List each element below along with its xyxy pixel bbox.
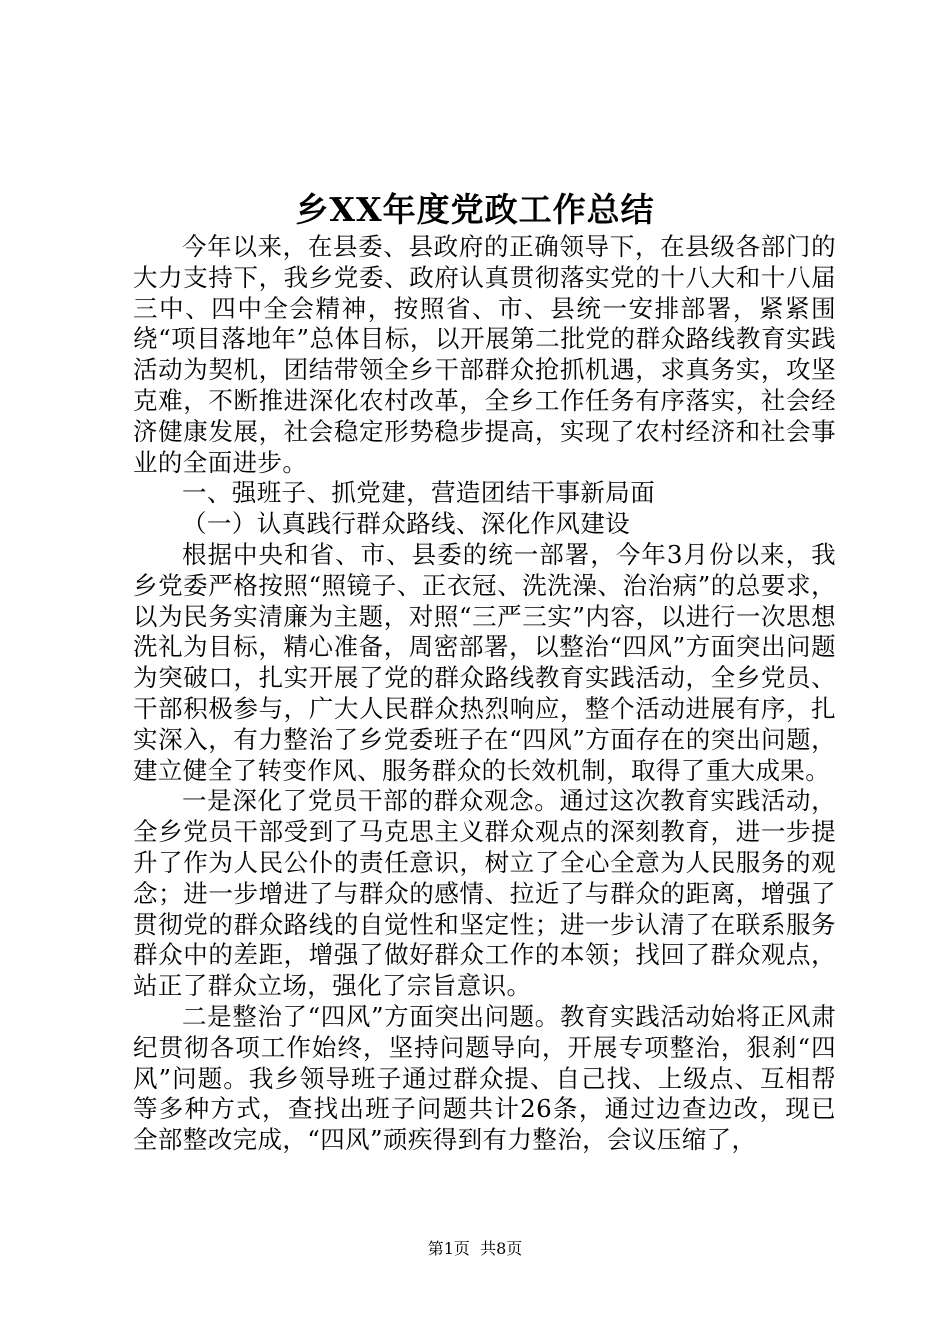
page-footer [0,1237,950,1261]
page-number: 第1页 [427,1239,470,1258]
paragraph-point-two: 二是整治了“四风”方面突出问题。教育实践活动始将正风肃纪贯彻各项工作始终，坚持问题导向，开展专项整治，狠刹“四风”问题。我乡领导班子通过群众提、自己找、上级点、互相帮等多种方式，查找出班子问题共计26条，通过边查边改，现已全部整改完成，“四风”顽疾得到有力整治，会议压缩了， [133,1001,836,1155]
paragraph-intro: 今年以来，在县委、县政府的正确领导下，在县级各部门的大力支持下，我乡党委、政府认真贯彻落实党的十八大和十八届三中、四中全会精神，按照省、市、县统一安排部署，紧紧围绕“项目落地年”总体目标，以开展第二批党的群众路线教育实践活动为契机，团结带领全乡干部群众抢抓机遇，求真务实，攻坚克难，不断推进深化农村改革，全乡工作任务有序落实，社会经济健康发展，社会稳定形势稳步提高，实现了农村经济和社会事业的全面进步。 [133,232,836,477]
page-total: 共8页 [480,1239,523,1258]
document-body [133,232,836,1156]
paragraph-practice: 根据中央和省、市、县委的统一部署，今年3月份以来，我乡党委严格按照“照镜子、正衣冠、洗洗澡、治治病”的总要求，以为民务实清廉为主题，对照“三严三实”内容，以进行一次思想洗礼为目标，精心准备，周密部署，以整治“四风”方面突出问题为突破口，扎实开展了党的群众路线教育实践活动，全乡党员、干部积极参与，广大人民群众热烈响应，整个活动进展有序，扎实深入，有力整治了乡党委班子在“四风”方面存在的突出问题，建立健全了转变作风、服务群众的长效机制，取得了重大成果。 [133,539,836,785]
subsection-heading: （一）认真践行群众路线、深化作风建设 [182,509,631,539]
section-heading: 一、强班子、抓党建，营造团结干事新局面 [182,478,656,508]
document-title: 乡XX年度党政工作总结 [295,190,655,229]
paragraph-point-one: 一是深化了党员干部的群众观念。通过这次教育实践活动，全乡党员干部受到了马克思主义群众观点的深刻教育，进一步提升了作为人民公仆的责任意识，树立了全心全意为人民服务的观念；进一步增进了与群众的感情、拉近了与群众的距离，增强了贯彻党的群众路线的自觉性和坚定性；进一步认清了在联系服务群众中的差距，增强了做好群众工作的本领；找回了群众观点，站正了群众立场，强化了宗旨意识。 [133,786,836,1001]
